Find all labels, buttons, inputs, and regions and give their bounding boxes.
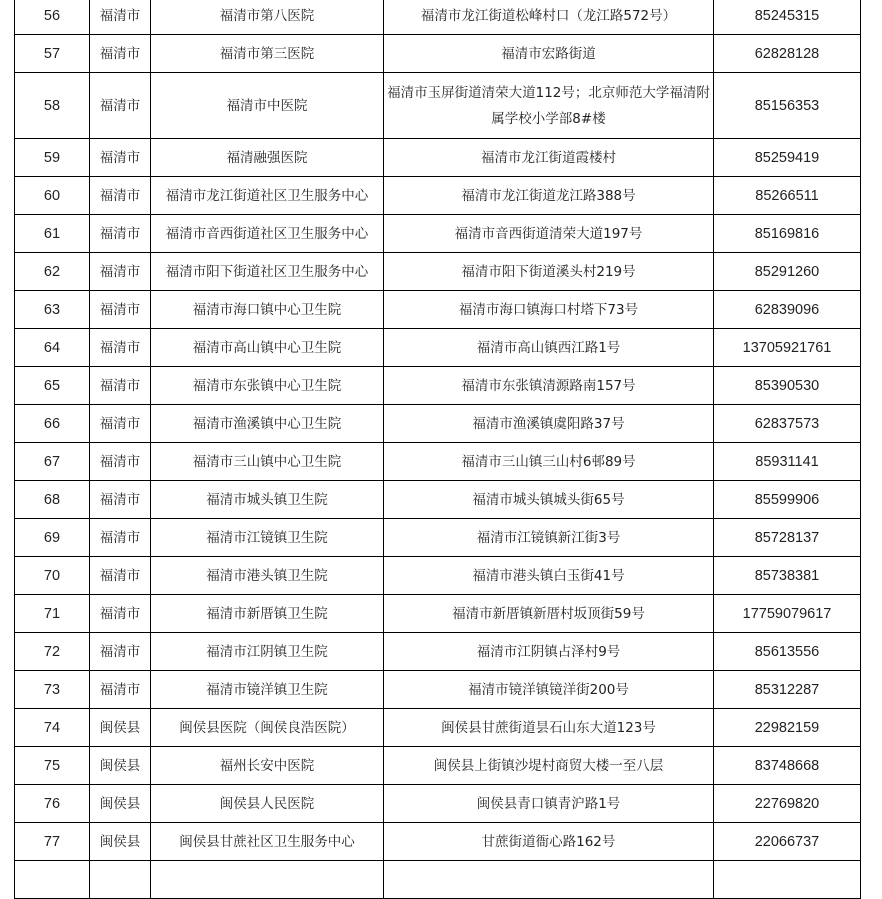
table-row <box>15 291 861 329</box>
phone-cell: 85312287 <box>714 671 861 709</box>
phone-cell: 85259419 <box>714 139 861 177</box>
row-number-cell: 69 <box>15 519 90 557</box>
hospital-name-cell: 福清市第八医院 <box>151 0 384 35</box>
address-cell: 福清市三山镇三山村6邨89号 <box>384 443 714 481</box>
row-number-cell: 70 <box>15 557 90 595</box>
address-cell: 福清市音西街道清荣大道197号 <box>384 215 714 253</box>
phone-cell: 17759079617 <box>714 595 861 633</box>
table-row <box>15 0 861 35</box>
address-cell: 福清市渔溪镇虞阳路37号 <box>384 405 714 443</box>
row-number-cell: 62 <box>15 253 90 291</box>
hospital-name-cell: 闽侯县人民医院 <box>151 785 384 823</box>
address-cell: 福清市港头镇白玉街41号 <box>384 557 714 595</box>
row-number-cell: 66 <box>15 405 90 443</box>
city-cell: 福清市 <box>90 671 151 709</box>
table-row <box>15 633 861 671</box>
address-cell: 甘蔗街道衙心路162号 <box>384 823 714 861</box>
phone-cell: 85728137 <box>714 519 861 557</box>
hospital-name-cell: 福州长安中医院 <box>151 747 384 785</box>
row-number-cell: 61 <box>15 215 90 253</box>
phone-cell: 85266511 <box>714 177 861 215</box>
phone-cell: 85738381 <box>714 557 861 595</box>
address-cell: 福清市龙江街道龙江路388号 <box>384 177 714 215</box>
table-row <box>15 215 861 253</box>
phone-cell: 22066737 <box>714 823 861 861</box>
row-number-cell: 76 <box>15 785 90 823</box>
city-cell: 福清市 <box>90 35 151 73</box>
hospital-name-cell: 福清市江镜镇卫生院 <box>151 519 384 557</box>
phone-cell: 85613556 <box>714 633 861 671</box>
city-cell: 福清市 <box>90 595 151 633</box>
row-number-cell: 63 <box>15 291 90 329</box>
table-row <box>15 785 861 823</box>
address-cell: 福清市高山镇西江路1号 <box>384 329 714 367</box>
hospital-table <box>14 0 861 899</box>
phone-cell: 85291260 <box>714 253 861 291</box>
address-cell: 福清市龙江街道霞楼村 <box>384 139 714 177</box>
phone-cell: 83748668 <box>714 747 861 785</box>
city-cell: 福清市 <box>90 557 151 595</box>
hospital-name-cell: 福清市第三医院 <box>151 35 384 73</box>
city-cell: 福清市 <box>90 215 151 253</box>
hospital-name-cell: 福清市江阴镇卫生院 <box>151 633 384 671</box>
phone-cell: 62839096 <box>714 291 861 329</box>
city-cell: 福清市 <box>90 367 151 405</box>
empty-cell <box>15 861 90 899</box>
address-cell: 福清市阳下街道溪头村219号 <box>384 253 714 291</box>
address-cell: 闽侯县甘蔗街道昙石山东大道123号 <box>384 709 714 747</box>
city-cell: 福清市 <box>90 73 151 139</box>
hospital-name-cell: 福清融强医院 <box>151 139 384 177</box>
city-cell: 福清市 <box>90 0 151 35</box>
row-number-cell: 60 <box>15 177 90 215</box>
city-cell: 福清市 <box>90 481 151 519</box>
table-row <box>15 481 861 519</box>
hospital-name-cell: 福清市新厝镇卫生院 <box>151 595 384 633</box>
empty-cell <box>384 861 714 899</box>
hospital-name-cell: 闽侯县医院（闽侯良浩医院） <box>151 709 384 747</box>
city-cell: 福清市 <box>90 519 151 557</box>
hospital-name-cell: 福清市城头镇卫生院 <box>151 481 384 519</box>
table-row <box>15 73 861 139</box>
address-cell: 福清市玉屏街道清荣大道112号；北京师范大学福清附属学校小学部8#楼 <box>384 73 714 139</box>
row-number-cell: 57 <box>15 35 90 73</box>
city-cell: 福清市 <box>90 405 151 443</box>
hospital-name-cell: 福清市三山镇中心卫生院 <box>151 443 384 481</box>
phone-cell: 22769820 <box>714 785 861 823</box>
phone-cell: 22982159 <box>714 709 861 747</box>
city-cell: 福清市 <box>90 139 151 177</box>
table-row <box>15 367 861 405</box>
phone-cell: 85245315 <box>714 0 861 35</box>
phone-cell: 62837573 <box>714 405 861 443</box>
table-row-partial <box>15 861 861 899</box>
hospital-name-cell: 福清市中医院 <box>151 73 384 139</box>
phone-cell: 85931141 <box>714 443 861 481</box>
hospital-name-cell: 福清市渔溪镇中心卫生院 <box>151 405 384 443</box>
table-row <box>15 253 861 291</box>
table-row <box>15 443 861 481</box>
address-cell: 福清市城头镇城头街65号 <box>384 481 714 519</box>
hospital-name-cell: 福清市阳下街道社区卫生服务中心 <box>151 253 384 291</box>
address-cell: 福清市宏路街道 <box>384 35 714 73</box>
address-cell: 福清市江镜镇新江街3号 <box>384 519 714 557</box>
row-number-cell: 68 <box>15 481 90 519</box>
row-number-cell: 58 <box>15 73 90 139</box>
table-row <box>15 595 861 633</box>
city-cell: 闽侯县 <box>90 785 151 823</box>
address-cell: 福清市江阴镇占泽村9号 <box>384 633 714 671</box>
phone-cell: 85169816 <box>714 215 861 253</box>
hospital-name-cell: 福清市镜洋镇卫生院 <box>151 671 384 709</box>
table-row <box>15 671 861 709</box>
row-number-cell: 75 <box>15 747 90 785</box>
table-row <box>15 747 861 785</box>
phone-cell: 62828128 <box>714 35 861 73</box>
address-cell: 福清市镜洋镇镜洋街200号 <box>384 671 714 709</box>
table-row <box>15 329 861 367</box>
city-cell: 福清市 <box>90 443 151 481</box>
phone-cell: 85599906 <box>714 481 861 519</box>
hospital-name-cell: 福清市港头镇卫生院 <box>151 557 384 595</box>
address-cell: 福清市东张镇清源路南157号 <box>384 367 714 405</box>
hospital-name-cell: 福清市音西街道社区卫生服务中心 <box>151 215 384 253</box>
hospital-name-cell: 福清市海口镇中心卫生院 <box>151 291 384 329</box>
table-row <box>15 709 861 747</box>
empty-cell <box>90 861 151 899</box>
address-cell: 福清市海口镇海口村塔下73号 <box>384 291 714 329</box>
table-row <box>15 519 861 557</box>
city-cell: 福清市 <box>90 633 151 671</box>
row-number-cell: 74 <box>15 709 90 747</box>
hospital-name-cell: 闽侯县甘蔗社区卫生服务中心 <box>151 823 384 861</box>
row-number-cell: 71 <box>15 595 90 633</box>
city-cell: 福清市 <box>90 177 151 215</box>
city-cell: 闽侯县 <box>90 823 151 861</box>
row-number-cell: 73 <box>15 671 90 709</box>
phone-cell: 85390530 <box>714 367 861 405</box>
city-cell: 闽侯县 <box>90 747 151 785</box>
hospital-name-cell: 福清市龙江街道社区卫生服务中心 <box>151 177 384 215</box>
row-number-cell: 77 <box>15 823 90 861</box>
city-cell: 福清市 <box>90 291 151 329</box>
address-cell: 福清市新厝镇新厝村坂顶街59号 <box>384 595 714 633</box>
city-cell: 福清市 <box>90 253 151 291</box>
row-number-cell: 56 <box>15 0 90 35</box>
row-number-cell: 72 <box>15 633 90 671</box>
row-number-cell: 67 <box>15 443 90 481</box>
empty-cell <box>714 861 861 899</box>
table-row <box>15 557 861 595</box>
table-row <box>15 823 861 861</box>
hospital-name-cell: 福清市高山镇中心卫生院 <box>151 329 384 367</box>
address-cell: 闽侯县青口镇青沪路1号 <box>384 785 714 823</box>
address-cell: 闽侯县上街镇沙堤村商贸大楼一至八层 <box>384 747 714 785</box>
city-cell: 闽侯县 <box>90 709 151 747</box>
table-row <box>15 139 861 177</box>
row-number-cell: 65 <box>15 367 90 405</box>
hospital-name-cell: 福清市东张镇中心卫生院 <box>151 367 384 405</box>
phone-cell: 13705921761 <box>714 329 861 367</box>
table-row <box>15 35 861 73</box>
row-number-cell: 64 <box>15 329 90 367</box>
phone-cell: 85156353 <box>714 73 861 139</box>
city-cell: 福清市 <box>90 329 151 367</box>
address-cell: 福清市龙江街道松峰村口（龙江路572号） <box>384 0 714 35</box>
table-body <box>15 0 861 899</box>
table-row <box>15 405 861 443</box>
row-number-cell: 59 <box>15 139 90 177</box>
empty-cell <box>151 861 384 899</box>
table-row <box>15 177 861 215</box>
